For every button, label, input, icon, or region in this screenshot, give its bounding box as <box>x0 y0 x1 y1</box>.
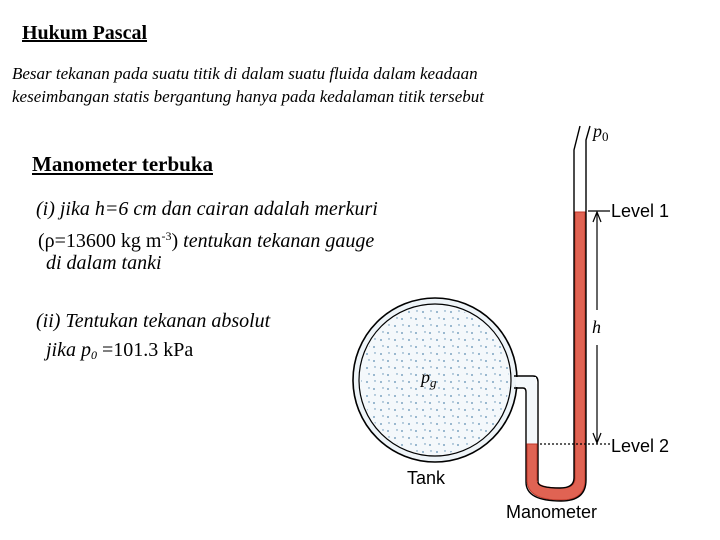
question-2-line-1: (ii) Tentukan tekanan absolut <box>36 310 271 332</box>
level-1-label: Level 1 <box>611 201 670 221</box>
q2-pressure-value: =101.3 kPa <box>97 339 194 361</box>
tank-label: Tank <box>407 468 446 488</box>
level-2-label: Level 2 <box>611 436 670 456</box>
page-title: Hukum Pascal <box>22 22 148 44</box>
q1-density-exponent: -3 <box>161 229 172 243</box>
height-label: h <box>592 317 601 337</box>
q1-paren-open: ( <box>38 230 45 252</box>
p0-label: $p_0$ <box>593 121 609 144</box>
question-1-line-3: di dalam tanki <box>46 252 162 274</box>
q1-density-value: ρ=13600 kg m <box>44 230 162 252</box>
q1-paren-close: ) <box>171 230 179 252</box>
question-1-line-1: (i) jika h=6 cm dan cairan adalah merkuri <box>36 198 378 220</box>
q1-line-2-rest: tentukan tekanan gauge <box>178 230 375 252</box>
q2-p0-subscript: 0 <box>91 348 97 362</box>
intro-line-2: keseimbangan statis bergantung hanya pada kedalaman titik tersebut <box>12 87 484 106</box>
manometer-label: Manometer <box>506 502 598 522</box>
pg-label: $p_g$ <box>421 367 437 390</box>
section-heading: Manometer terbuka <box>32 152 213 176</box>
intro-line-1: Besar tekanan pada suatu titik di dalam suatu fluida dalam keadaan <box>12 64 478 83</box>
mercury-column <box>527 212 585 500</box>
q2-prefix: jika p <box>46 339 91 361</box>
